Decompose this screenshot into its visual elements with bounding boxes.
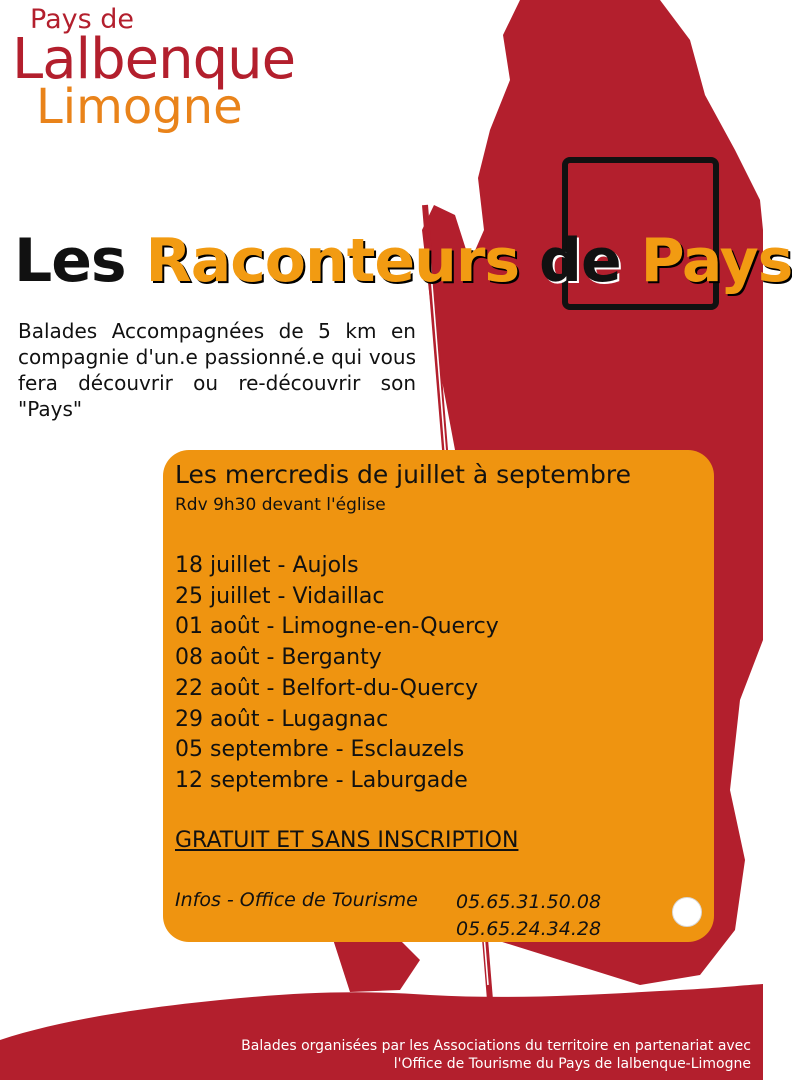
dot-icon — [672, 897, 702, 927]
meeting-info: Rdv 9h30 devant l'église — [175, 495, 386, 515]
footer-line-1: Balades organisées par les Associations du territoire en partenariat avec — [241, 1038, 751, 1054]
list-item: 18 juillet - Aujols — [175, 553, 359, 578]
phone-number-2: 05.65.24.34.28 — [456, 918, 602, 940]
intro-text: Balades Accompagnées de 5 km en compagnie d'un.e passionné.e qui vous fera découvrir ou re-découvrir son "Pays" — [18, 319, 416, 421]
list-item: 29 août - Lugagnac — [175, 706, 389, 732]
title-word-raconteurs: Raconteurs — [145, 226, 520, 296]
title-word-pays: Pays — [640, 226, 792, 296]
list-item: 01 août - Limogne-en-Quercy — [175, 614, 499, 640]
title-word-de: de — [539, 226, 621, 296]
list-item: 05 septembre - Esclauzels — [175, 737, 465, 763]
info-label: Infos - Office de Tourisme — [175, 889, 418, 911]
list-item: 08 août - Berganty — [175, 645, 382, 671]
footer-line-2: l'Office de Tourisme du Pays de lalbenque-Limogne — [393, 1056, 751, 1072]
phone-number-1: 05.65.31.50.08 — [456, 891, 602, 913]
logo-line-lalbenque: Lalbenque — [12, 27, 296, 92]
logo-line-limogne: Limogne — [36, 79, 243, 135]
list-item: 12 septembre - Laburgade — [175, 767, 468, 793]
title-word-les: Les — [14, 226, 126, 296]
poster-title — [14, 226, 792, 296]
card-heading: Les mercredis de juillet à septembre — [175, 460, 631, 489]
list-item: 22 août - Belfort-du-Quercy — [175, 675, 479, 701]
free-notice: GRATUIT ET SANS INSCRIPTION — [175, 828, 519, 853]
logo-line-pays-de: Pays de — [30, 4, 134, 35]
schedule-list — [175, 551, 499, 797]
list-item: 25 juillet - Vidaillac — [175, 583, 385, 609]
